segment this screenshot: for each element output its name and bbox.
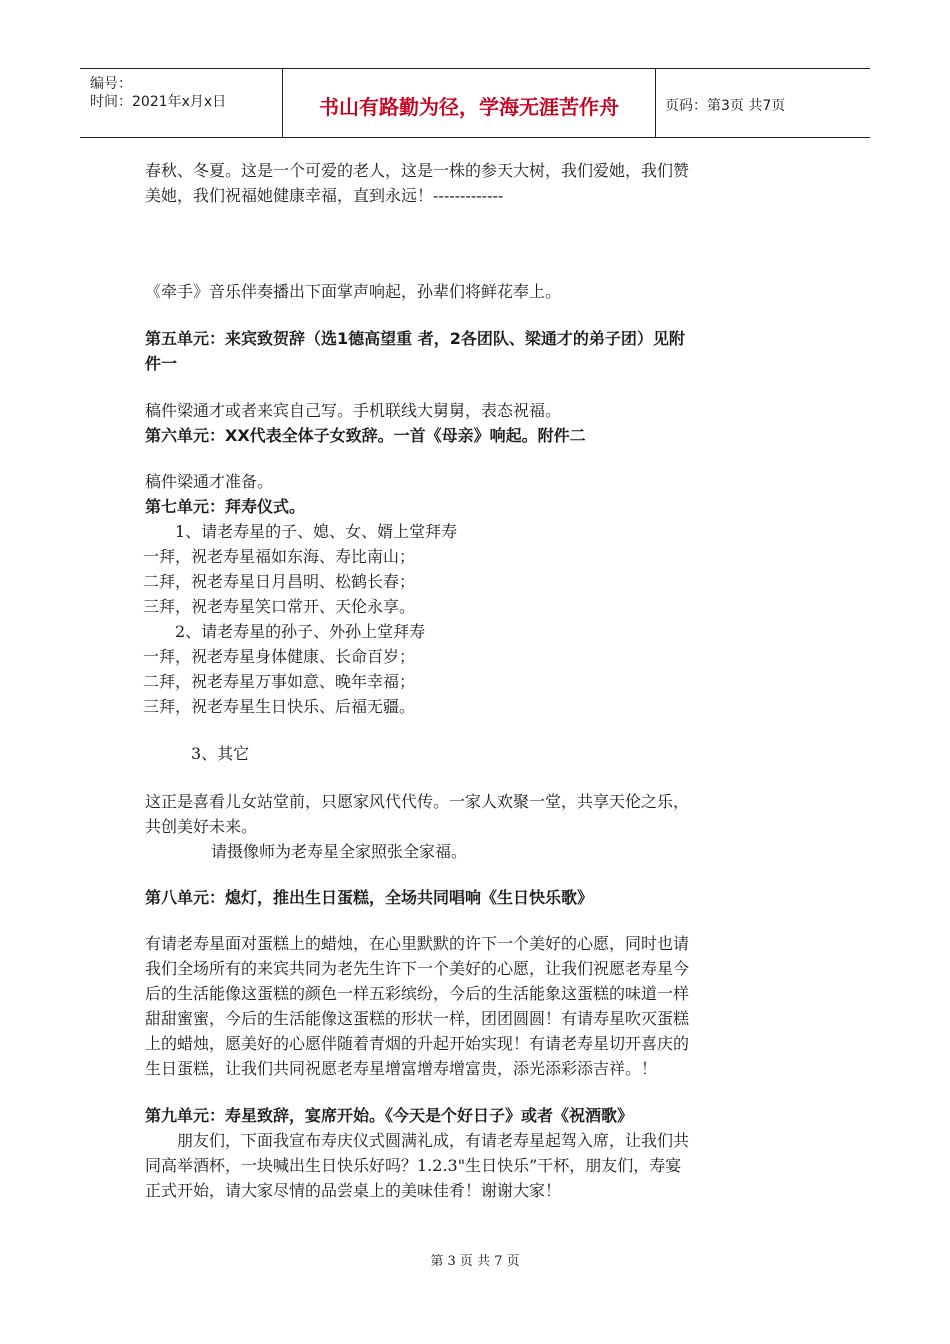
paragraph-line: 甜甜蜜蜜，今后的生活能像这蛋糕的形状一样，团团圆圆！有请寿星吹灭蛋糕	[145, 1009, 690, 1028]
list-item: 1、请老寿星的子、媳、女、婿上堂拜寿	[175, 522, 458, 541]
paragraph-line: 美她，我们祝福她健康幸福，直到永远！-------------	[145, 186, 504, 205]
date-label: 时间：2021年x月x日	[90, 94, 227, 110]
paragraph: 《牵手》音乐伴奏播出下面掌声响起，孙辈们将鲜花奉上。	[145, 282, 562, 301]
section-heading-8: 第八单元：熄灯，推出生日蛋糕，全场共同唱响《生日快乐歌》	[145, 888, 594, 907]
number-label: 编号：	[90, 76, 132, 92]
paragraph-line: 我们全场所有的来宾共同为老先生许下一个美好的心愿，让我们祝愿老寿星今	[145, 959, 690, 978]
header-motto-cell	[283, 69, 656, 137]
paragraph-line: 正式开始，请大家尽情的品尝桌上的美味佳肴！谢谢大家！	[145, 1181, 562, 1200]
section-heading-9: 第九单元：寿星致辞，宴席开始。《今天是个好日子》或者《祝酒歌》	[145, 1106, 634, 1125]
paragraph: 请摄像师为老寿星全家照张全家福。	[211, 842, 468, 861]
list-item: 二拜，祝老寿星万事如意、晚年幸福；	[143, 672, 416, 691]
paragraph: 稿件梁通才准备。	[145, 472, 274, 491]
list-item: 三拜，祝老寿星生日快乐、后福无疆。	[143, 697, 416, 716]
list-item: 一拜，祝老寿星福如东海、寿比南山；	[143, 547, 416, 566]
header-page-cell	[656, 69, 870, 137]
list-item: 三拜，祝老寿星笑口常开、天伦永享。	[143, 597, 416, 616]
list-item: 一拜，祝老寿星身体健康、长命百岁；	[143, 647, 416, 666]
list-item: 二拜，祝老寿星日月昌明、松鹤长春；	[143, 572, 416, 591]
paragraph-line: 生日蛋糕，让我们共同祝愿老寿星增富增寿增富贵，添光添彩添吉祥。！	[145, 1059, 658, 1078]
header-meta-cell	[80, 69, 283, 137]
paragraph-line: 同高举酒杯，一块喊出生日快乐好吗？1.2.3"生日快乐”干杯，朋友们，寿宴	[145, 1156, 682, 1175]
list-item: 3、其它	[191, 744, 250, 763]
paragraph-line: 后的生活能像这蛋糕的颜色一样五彩缤纷，今后的生活能象这蛋糕的味道一样	[145, 984, 690, 1003]
section-heading-6: 第六单元：XX代表全体子女致辞。一首《母亲》响起。附件二	[145, 426, 586, 445]
paragraph-line: 春秋、冬夏。这是一个可爱的老人，这是一株的参天大树，我们爱她，我们赞	[145, 161, 690, 180]
section-heading-5: 第五单元：来宾致贺辞（选1德高望重 者，2各团队、梁通才的弟子团）见附	[145, 329, 685, 348]
page-label: 页码：第3页 共7页	[665, 98, 786, 114]
paragraph-line: 共创美好未来。	[145, 817, 258, 836]
page-header	[80, 68, 870, 138]
list-item: 2、请老寿星的孙子、外孙上堂拜寿	[175, 622, 426, 641]
paragraph: 稿件梁通才或者来宾自己写。手机联线大舅舅，表态祝福。	[145, 401, 562, 420]
paragraph-line: 朋友们，下面我宣布寿庆仪式圆满礼成，有请老寿星起驾入席，让我们共	[177, 1131, 690, 1150]
section-heading-5-cont: 件一	[145, 354, 178, 373]
paragraph-line: 有请老寿星面对蛋糕上的蜡烛，在心里默默的许下一个美好的心愿，同时也请	[145, 934, 690, 953]
section-heading-7: 第七单元：拜寿仪式。	[145, 497, 306, 516]
page-footer: 第 3 页 共 7 页	[430, 1254, 520, 1269]
paragraph-line: 上的蜡烛，愿美好的心愿伴随着青烟的升起开始实现！有请老寿星切开喜庆的	[145, 1034, 690, 1053]
paragraph-line: 这正是喜看儿女站堂前，只愿家风代代传。一家人欢聚一堂，共享天伦之乐，	[145, 792, 690, 811]
motto: 书山有路勤为径，学海无涯苦作舟	[319, 94, 619, 119]
